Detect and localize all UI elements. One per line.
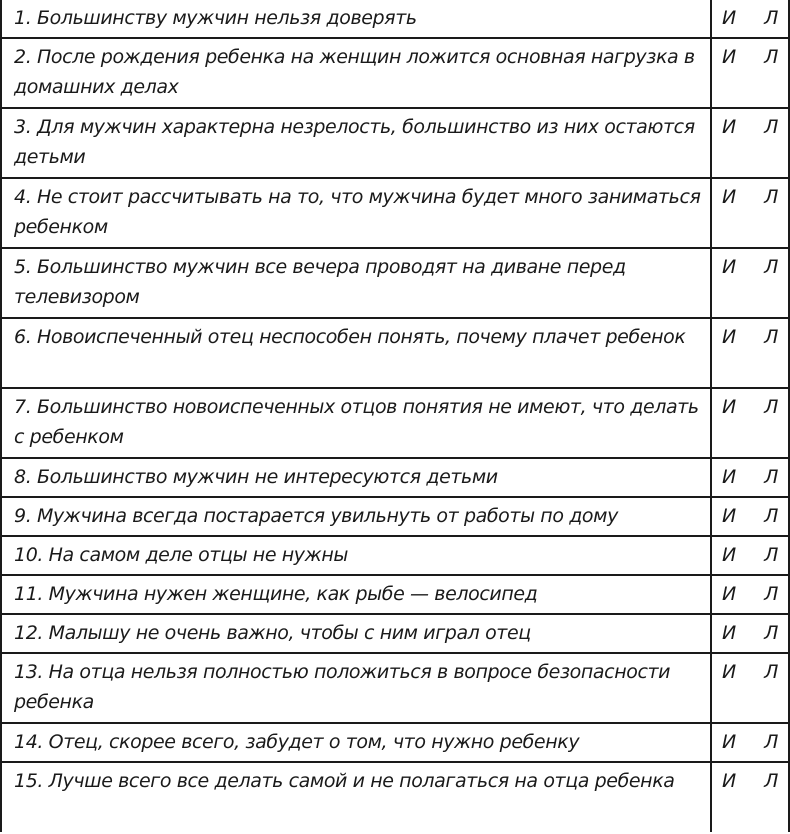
answer-options	[711, 762, 789, 832]
option-false[interactable]: Л	[764, 7, 778, 29]
statement-row	[1, 388, 789, 458]
statement-row	[1, 318, 789, 388]
option-false[interactable]: Л	[764, 622, 778, 644]
statement-row	[1, 0, 789, 38]
answer-options	[711, 108, 789, 178]
option-true[interactable]: И	[722, 622, 736, 644]
option-true[interactable]: И	[722, 770, 736, 792]
option-true[interactable]: И	[722, 466, 736, 488]
answer-options-group	[712, 766, 788, 796]
answer-options	[711, 248, 789, 318]
option-true[interactable]: И	[722, 116, 736, 138]
statement-row	[1, 108, 789, 178]
statement-text: 13. На отца нельзя полностью положиться в вопросе безопасности ребенка	[1, 653, 711, 723]
answer-options	[711, 497, 789, 536]
statement-row	[1, 536, 789, 575]
statement-text: 11. Мужчина нужен женщине, как рыбе — велосипед	[1, 575, 711, 614]
answer-options	[711, 723, 789, 762]
statement-text: 9. Мужчина всегда постарается увильнуть от работы по дому	[1, 497, 711, 536]
statement-text: 8. Большинство мужчин не интересуются детьми	[1, 458, 711, 497]
statement-text: 2. После рождения ребенка на женщин ложится основная нагрузка в домашних делах	[1, 38, 711, 108]
answer-options-group	[712, 112, 788, 142]
answer-options-group	[712, 322, 788, 352]
answer-options-group	[712, 462, 788, 492]
answer-options	[711, 318, 789, 388]
statement-row	[1, 653, 789, 723]
answer-options-group	[712, 182, 788, 212]
answer-options-group	[712, 657, 788, 687]
option-false[interactable]: Л	[764, 505, 778, 527]
answer-options-group	[712, 42, 788, 72]
statement-text: 7. Большинство новоиспеченных отцов понятия не имеют, что делать с ребенком	[1, 388, 711, 458]
option-true[interactable]: И	[722, 256, 736, 278]
option-false[interactable]: Л	[764, 186, 778, 208]
answer-options	[711, 388, 789, 458]
answer-options	[711, 38, 789, 108]
option-false[interactable]: Л	[764, 544, 778, 566]
option-false[interactable]: Л	[764, 256, 778, 278]
option-false[interactable]: Л	[764, 466, 778, 488]
answer-options-group	[712, 540, 788, 570]
answer-options-group	[712, 3, 788, 33]
option-true[interactable]: И	[722, 396, 736, 418]
answer-options	[711, 653, 789, 723]
statement-text: 4. Не стоит рассчитывать на то, что мужчина будет много заниматься ребенком	[1, 178, 711, 248]
statement-text: 15. Лучше всего все делать самой и не полагаться на отца ребенка	[1, 762, 711, 832]
answer-options	[711, 178, 789, 248]
statement-row	[1, 178, 789, 248]
option-false[interactable]: Л	[764, 396, 778, 418]
option-true[interactable]: И	[722, 326, 736, 348]
statement-text: 5. Большинство мужчин все вечера проводят на диване перед телевизором	[1, 248, 711, 318]
answer-options	[711, 575, 789, 614]
option-false[interactable]: Л	[764, 731, 778, 753]
option-true[interactable]: И	[722, 505, 736, 527]
option-false[interactable]: Л	[764, 770, 778, 792]
option-false[interactable]: Л	[764, 661, 778, 683]
option-true[interactable]: И	[722, 46, 736, 68]
statement-text: 10. На самом деле отцы не нужны	[1, 536, 711, 575]
statement-text: 14. Отец, скорее всего, забудет о том, что нужно ребенку	[1, 723, 711, 762]
option-true[interactable]: И	[722, 186, 736, 208]
statement-row	[1, 762, 789, 832]
statement-row	[1, 614, 789, 653]
option-false[interactable]: Л	[764, 583, 778, 605]
answer-options	[711, 0, 789, 38]
statement-row	[1, 575, 789, 614]
answer-options-group	[712, 579, 788, 609]
answer-options-group	[712, 252, 788, 282]
answer-options	[711, 458, 789, 497]
answer-options-group	[712, 392, 788, 422]
statement-row	[1, 248, 789, 318]
statement-row	[1, 723, 789, 762]
answer-options-group	[712, 618, 788, 648]
option-false[interactable]: Л	[764, 46, 778, 68]
option-false[interactable]: Л	[764, 326, 778, 348]
answer-options-group	[712, 727, 788, 757]
statement-text: 3. Для мужчин характерна незрелость, большинство из них остаются детьми	[1, 108, 711, 178]
statement-row	[1, 497, 789, 536]
statement-text: 12. Малышу не очень важно, чтобы с ним играл отец	[1, 614, 711, 653]
statement-row	[1, 458, 789, 497]
option-false[interactable]: Л	[764, 116, 778, 138]
statement-row	[1, 38, 789, 108]
statement-text: 6. Новоиспеченный отец неспособен понять, почему плачет ребенок	[1, 318, 711, 388]
statement-text: 1. Большинству мужчин нельзя доверять	[1, 0, 711, 38]
option-true[interactable]: И	[722, 583, 736, 605]
answer-options	[711, 614, 789, 653]
option-true[interactable]: И	[722, 661, 736, 683]
answer-options-group	[712, 501, 788, 531]
option-true[interactable]: И	[722, 731, 736, 753]
option-true[interactable]: И	[722, 7, 736, 29]
answer-options	[711, 536, 789, 575]
option-true[interactable]: И	[722, 544, 736, 566]
